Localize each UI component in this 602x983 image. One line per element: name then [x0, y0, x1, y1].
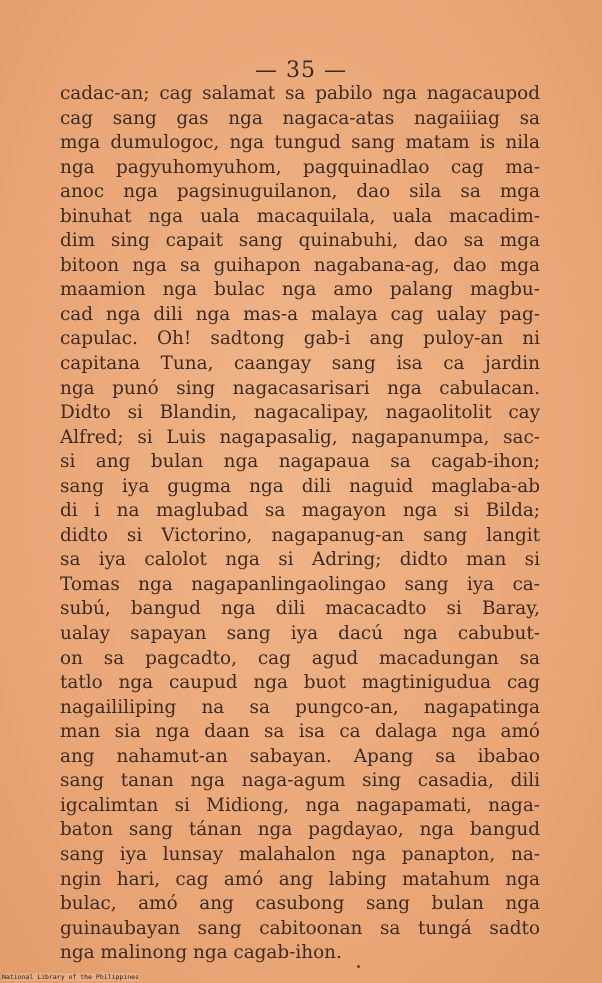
text-line: sang iya gugma nga dili naguid maglaba-ab [60, 475, 540, 497]
text-line: bitoon nga sa guihapon nagabana-ag, dao mga [60, 254, 540, 276]
text-line: capitana Tuna, caangay sang isa ca jardin [60, 353, 540, 375]
text-line: dim sing capait sang quinabuhi, dao sa mga [60, 230, 540, 252]
text-line: si ang bulan nga nagapaua sa cagab-ihon; [60, 451, 540, 473]
text-line: guinaubayan sang cabitoonan sa tungá sadto [60, 917, 540, 939]
text-line: subú, bangud nga dili macacadto si Baray, [60, 598, 540, 620]
ink-speck [357, 965, 360, 968]
text-line: baton sang tánan nga pagdayao, nga bangud [60, 819, 540, 841]
text-line: sang iya lunsay malahalon nga panapton, na- [60, 843, 540, 865]
text-line: ngin hari, cag amó ang labing matahum nga [60, 868, 540, 890]
text-line: mga dumulogoc, nga tungud sang matam is nila [60, 132, 540, 154]
page-number: — 35 — [255, 58, 347, 83]
text-line: binuhat nga uala macaquilala, uala macadim- [60, 205, 540, 227]
text-line: di i na maglubad sa magayon nga si Bilda; [60, 500, 540, 522]
text-line: bulac, amó ang casubong sang bulan nga [60, 893, 540, 915]
text-line: nga malinong nga cagab-ihon. [60, 942, 342, 964]
text-line: tatlo nga caupud nga buot magtinigudua cag [60, 672, 540, 694]
text-line: anoc nga pagsinuguilanon, dao sila sa mga [60, 181, 540, 203]
text-line: nga punó sing nagacasarisari nga cabulacan. [60, 377, 540, 399]
text-line: sang tanan nga naga-agum sing casadia, dili [60, 770, 540, 792]
text-line: nga pagyuhomyuhom, pagquinadlao cag ma- [60, 156, 540, 178]
text-line: Alfred; si Luis nagapasalig, nagapanumpa, sac- [60, 426, 540, 448]
text-line: ualay sapayan sang iya dacú nga cabubut- [60, 623, 540, 645]
text-line: nagaililiping na sa pungco-an, nagapatinga [60, 696, 540, 718]
text-line: cad nga dili nga mas-a malaya cag ualay pag- [60, 303, 540, 325]
text-line: cag sang gas nga nagaca-atas nagaiiiag sa [60, 107, 540, 129]
text-line: Tomas nga nagapanlingaolingao sang iya ca- [60, 573, 540, 595]
text-line: on sa pagcadto, cag agud macadungan sa [60, 647, 540, 669]
text-line: maamion nga bulac nga amo palang magbu- [60, 279, 540, 301]
text-line: cadac-an; cag salamat sa pabilo nga nagacaupod [60, 83, 540, 104]
text-line: capulac. Oh! sadtong gab-i ang puloy-an ni [60, 328, 540, 350]
text-line: man sia nga daan sa isa ca dalaga nga amó [60, 721, 540, 743]
text-line: Didto si Blandin, nagacalipay, nagaolitolit cay [60, 402, 540, 424]
library-footer: National Library of the Philippines [2, 973, 139, 981]
page-text-body [60, 82, 540, 966]
text-line: didto si Victorino, nagapanug-an sang langit [60, 524, 540, 546]
text-line: igcalimtan si Midiong, nga nagapamati, naga- [60, 794, 540, 816]
text-line: ang nahamut-an sabayan. Apang sa ibabao [60, 745, 540, 767]
text-line: sa iya calolot nga si Adring; didto man si [60, 549, 540, 571]
